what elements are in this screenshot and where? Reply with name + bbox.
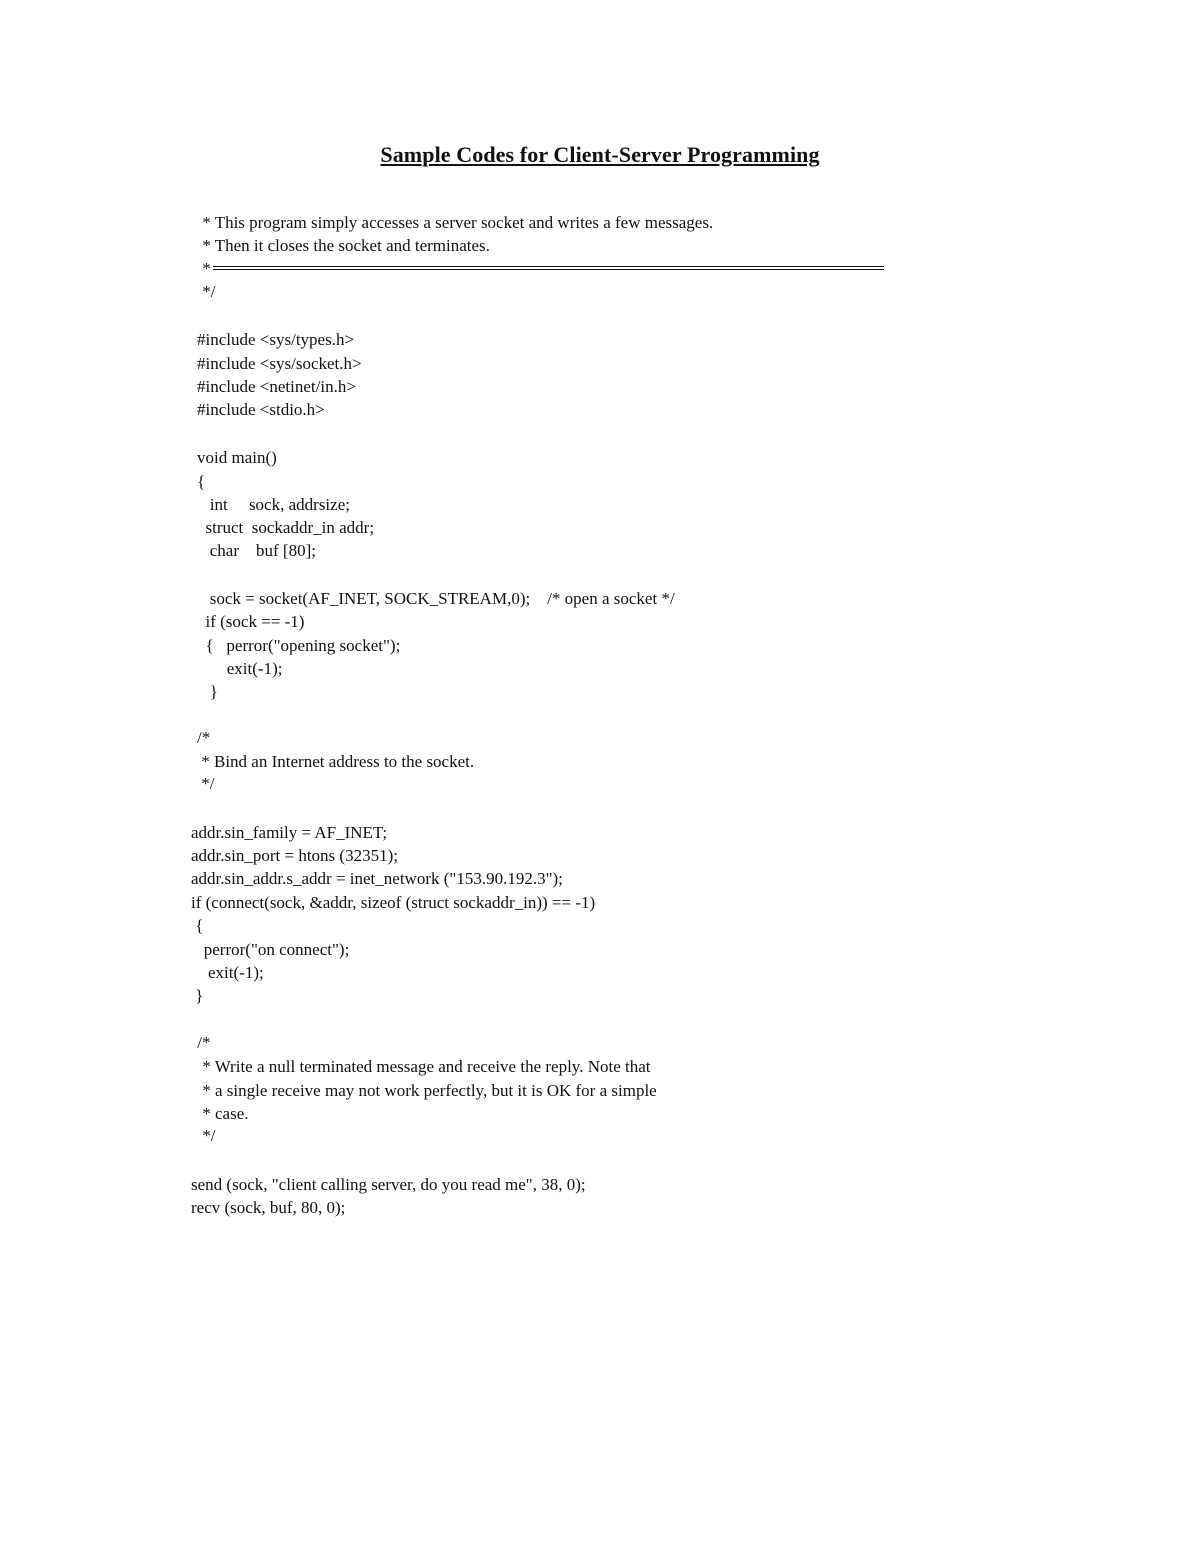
code-line: if (connect(sock, &addr, sizeof (struct sockaddr_in)) == -1): [191, 893, 596, 912]
code-line: exit(-1);: [197, 659, 283, 678]
code-line: recv (sock, buf, 80, 0);: [191, 1198, 346, 1217]
comment-line: * a single receive may not work perfectly, but it is OK for a simple: [198, 1081, 657, 1100]
comment-line: */: [197, 774, 215, 793]
code-line: {: [197, 472, 206, 491]
include-line: #include <netinet/in.h>: [197, 377, 356, 396]
comment-line: * Write a null terminated message and receive the reply. Note that: [198, 1057, 651, 1076]
code-line: send (sock, "client calling server, do you read me", 38, 0);: [191, 1175, 586, 1194]
code-line: { perror("opening socket");: [197, 636, 401, 655]
page-title: Sample Codes for Client-Server Programming: [380, 142, 820, 167]
include-line: #include <stdio.h>: [197, 400, 325, 419]
code-line: void main(): [197, 448, 277, 467]
include-line: #include <sys/socket.h>: [197, 354, 362, 373]
code-line: int sock, addrsize;: [197, 495, 350, 514]
code-line: }: [197, 682, 218, 701]
code-line: addr.sin_family = AF_INET;: [191, 823, 388, 842]
comment-divider: [213, 266, 884, 270]
header-comment-line: */: [198, 282, 216, 301]
comment-line: * Bind an Internet address to the socket.: [197, 752, 475, 771]
code-line: sock = socket(AF_INET, SOCK_STREAM,0); /* open a socket */: [197, 589, 675, 608]
code-line: if (sock == -1): [197, 612, 305, 631]
code-line: {: [191, 916, 204, 935]
code-line: char buf [80];: [197, 541, 316, 560]
code-line: perror("on connect");: [191, 940, 350, 959]
comment-line: /*: [197, 728, 211, 747]
include-line: #include <sys/types.h>: [197, 330, 355, 349]
header-comment-line: *: [198, 259, 211, 278]
comment-line: */: [198, 1126, 216, 1145]
code-line: addr.sin_port = htons (32351);: [191, 846, 398, 865]
header-comment-line: * This program simply accesses a server socket and writes a few messages.: [198, 213, 714, 232]
code-line: addr.sin_addr.s_addr = inet_network ("153.90.192.3");: [191, 869, 563, 888]
code-line: struct sockaddr_in addr;: [197, 518, 375, 537]
header-comment-line: * Then it closes the socket and terminates.: [198, 236, 490, 255]
code-line: }: [191, 986, 204, 1005]
code-line: exit(-1);: [191, 963, 264, 982]
comment-line: * case.: [198, 1104, 249, 1123]
comment-line: /*: [193, 1033, 211, 1052]
